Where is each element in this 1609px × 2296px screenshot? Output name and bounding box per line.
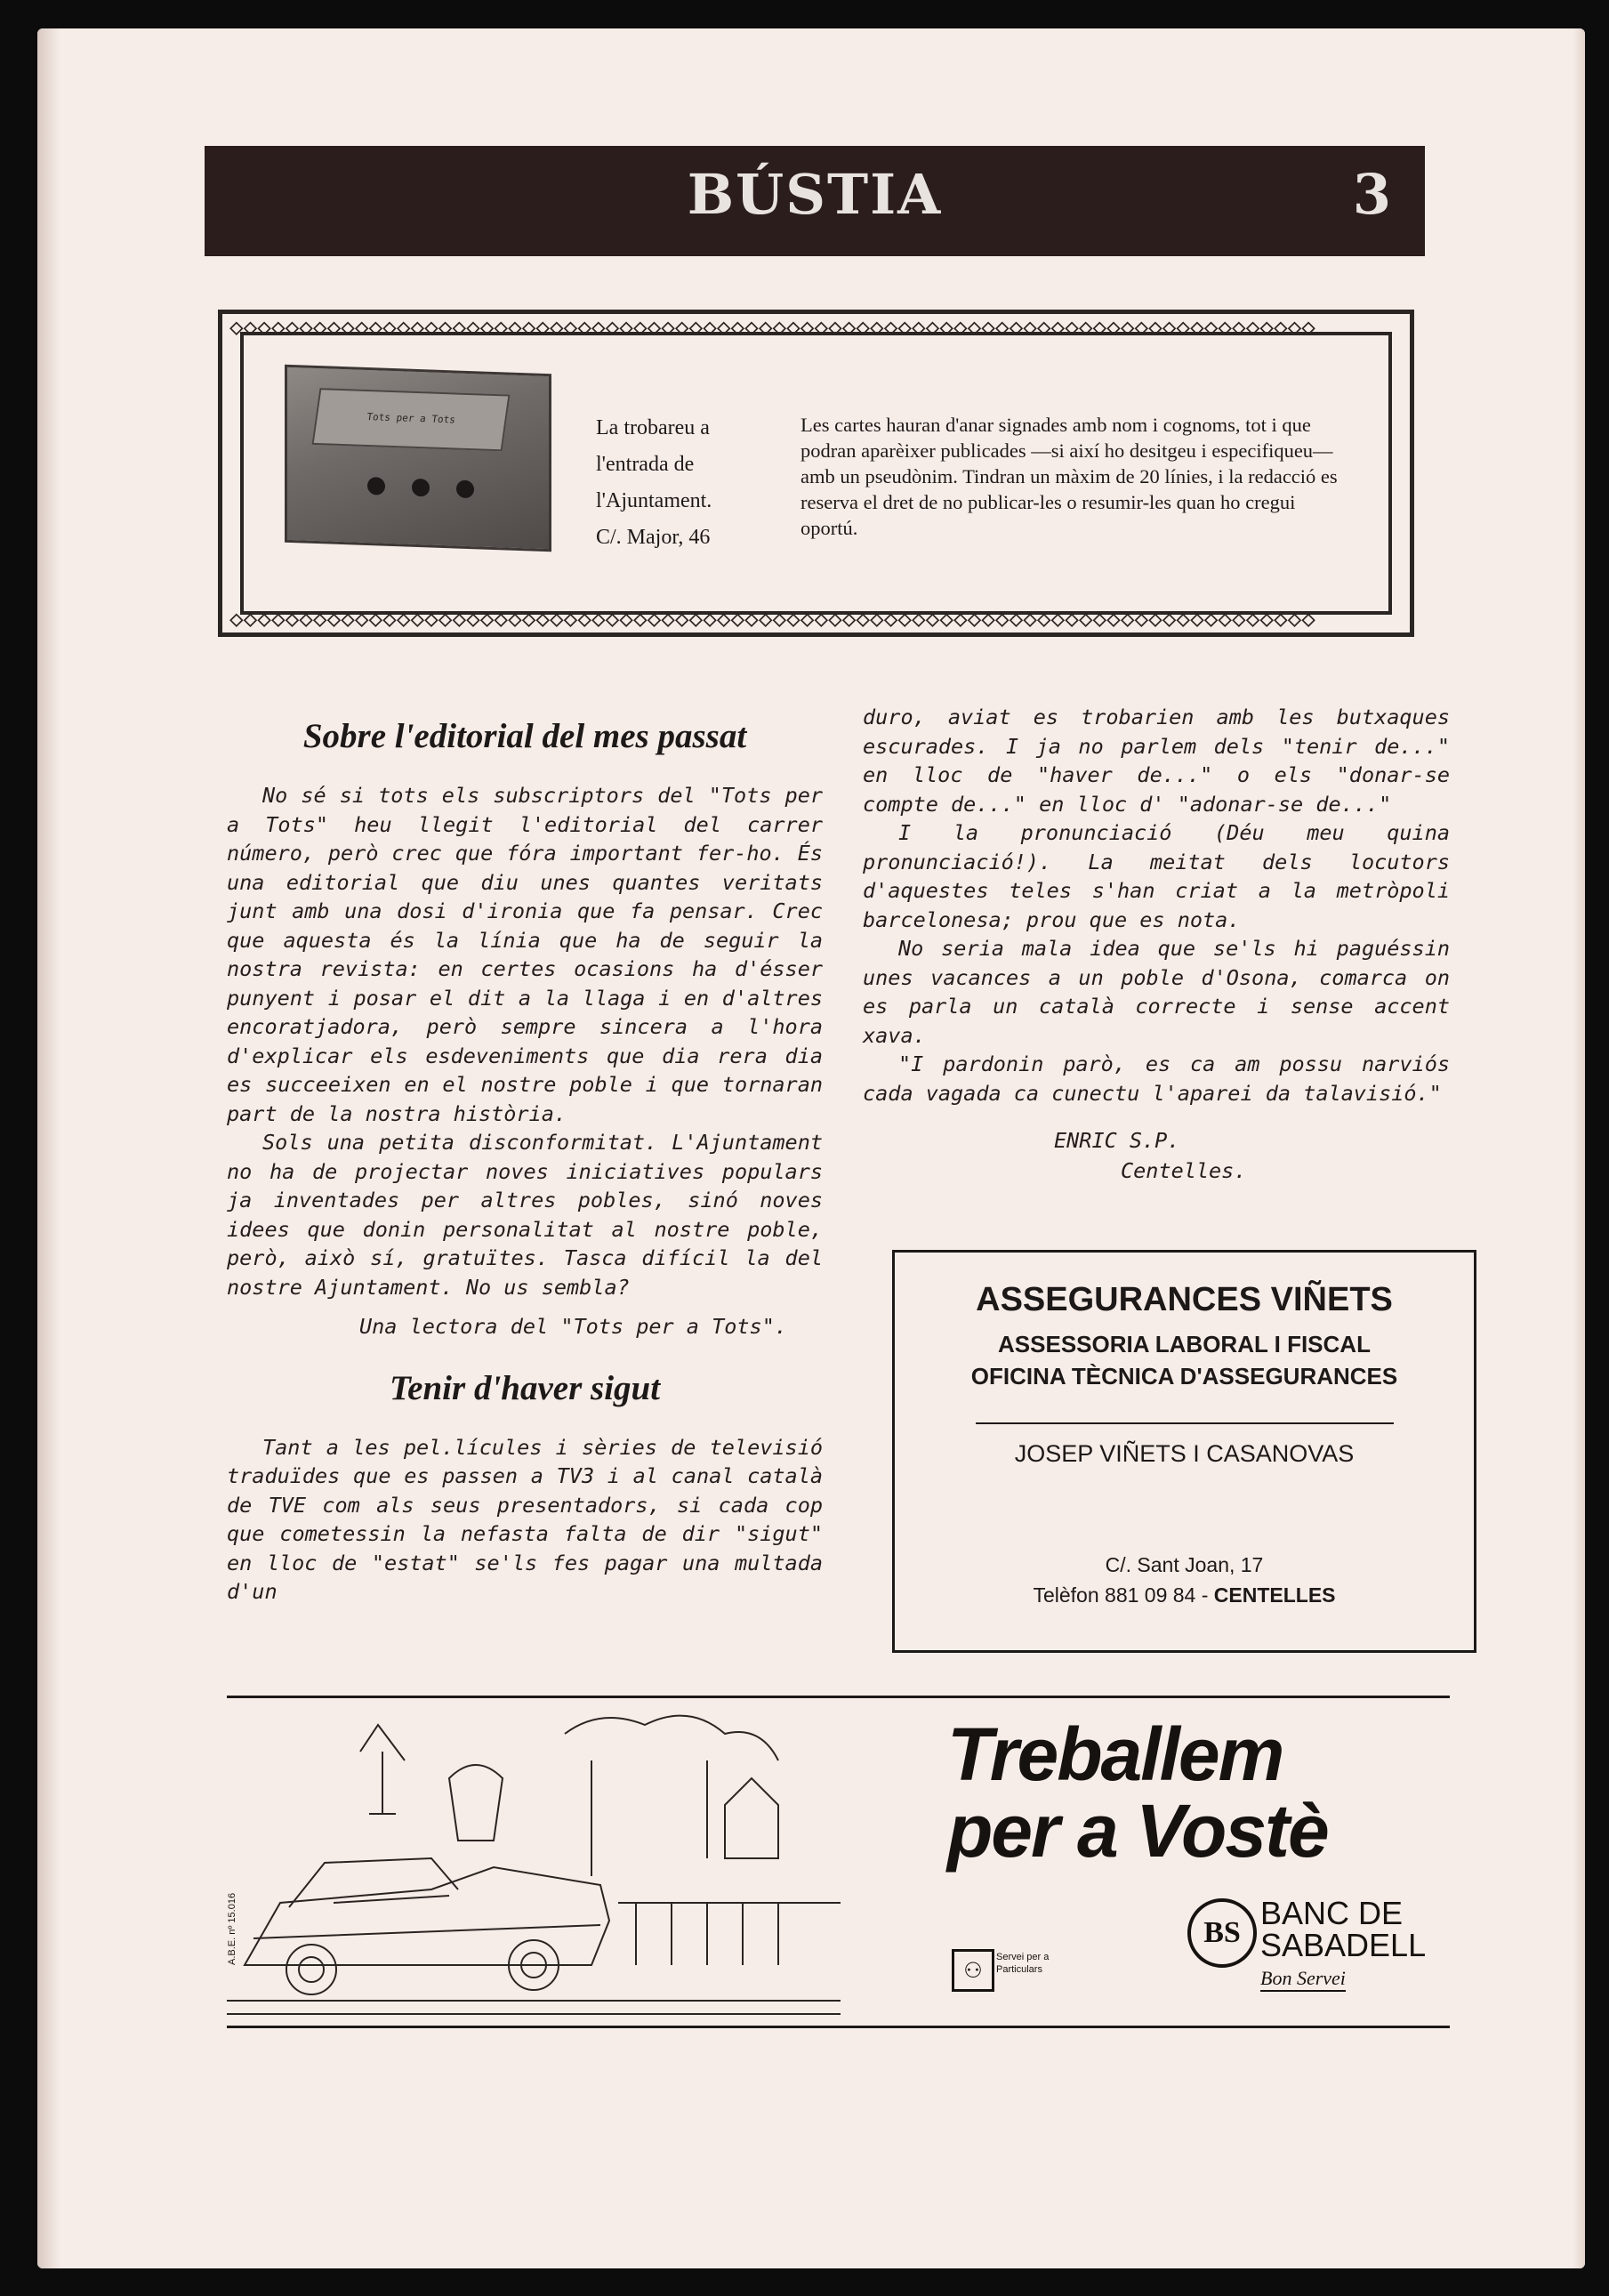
page-fold-shadow: [37, 28, 60, 2268]
advert-service: ASSESSORIA LABORAL I FISCAL: [998, 1331, 1371, 1357]
article-signature: [1054, 1125, 1450, 1186]
article-paragraph: No sé si tots els subscriptors del "Tots per a Tots" heu llegit l'editorial del carrer número, però crec que fóra important fer-ho. És una editorial que diu unes quantes veritats junt amb una dosi d'ironia que fa pensar. Crec que aquesta és la línia que ha de seguir la nostra revista: en certes ocasions ha d'ésser punyent i posar el dit a la llaga i en d'altres encoratjadora, però sempre sincera a l'hora d'explicar els esdeveniments que dia rera dia es succeeixen en el nostre poble i que tornaran part de la nostra història.: [227, 783, 823, 1126]
insurance-advert: [892, 1250, 1476, 1653]
bank-slogan: [947, 1712, 1328, 1873]
article-title: Sobre l'editorial del mes passat: [302, 717, 747, 755]
bank-name: [1260, 1897, 1426, 1962]
advert-service: OFICINA TÈCNICA D'ASSEGURANCES: [970, 1363, 1398, 1390]
mailbox-location: [596, 410, 760, 556]
mailbox-slot: [456, 480, 474, 499]
slogan-line: per a Vostè: [947, 1789, 1328, 1873]
article-paragraph: Tant a les pel.lícules i sèries de televisió traduïdes que es passen a TV3 i al canal català de TVE com als seus presentadors, si cada cop que cometessin la nefasta falta de dir "sigut" en lloc de "estat" se'ls fes pagar una multada d'un: [227, 1434, 823, 1604]
bank-logo-icon: BS: [1187, 1898, 1257, 1968]
advert-phone: [895, 1580, 1474, 1610]
advert-address: C/. Sant Joan, 17: [1105, 1553, 1264, 1576]
page-number: 3: [1352, 162, 1391, 227]
bank-advert: [227, 1696, 1450, 2028]
article-title: Tenir d'haver sigut: [389, 1368, 661, 1407]
advert-company: ASSEGURANCES VIÑETS: [976, 1281, 1393, 1318]
service-icon: ⚇: [952, 1949, 994, 1992]
service-label: Servei per a Particulars: [996, 1952, 1050, 1975]
advert-divider: [976, 1422, 1394, 1424]
location-line: l'entrada de: [596, 453, 695, 476]
advert-phone-number: Telèfon 881 09 84 -: [1033, 1583, 1214, 1607]
right-column: [863, 703, 1450, 1186]
article-paragraph: Sols una petita disconformitat. L'Ajuntament no ha de projectar noves iniciatives populars ja inventades per altres pobles, sinó noves idees que donin personalitat al nostre poble, però, això sí, gratuïtes. Tasca difícil la del nostre Ajuntament. No us sembla?: [227, 1130, 823, 1300]
mailbox-lid: [312, 388, 511, 451]
bank-name-line: BANC DE: [1260, 1895, 1404, 1931]
article-paragraph: duro, aviat es trobarien amb les butxaques escurades. I ja no parlem dels "tenir de..." en lloc de "haver de..." o els "donar-se compte de..." en lloc d' "adonar-se de...": [863, 705, 1450, 817]
page-edge-shadow: [1573, 28, 1585, 2268]
location-line: l'Ajuntament.: [596, 489, 712, 512]
advert-owner: JOSEP VIÑETS I CASANOVAS: [1014, 1440, 1355, 1467]
left-column: [227, 716, 823, 1607]
letter-rules: Les cartes hauran d'anar signades amb nom i cognoms, tot i que podran aparèixer publicades —si així ho desitgeu i especifiqueu— amb un pseudònim. Tindran un màxim de 20 línies, i la redacció es reserva el dret de no publicar-les o resumir-les quan ho cregui oportú.: [800, 414, 1338, 539]
chain-border-bottom: ◇◇◇◇◇◇◇◇◇◇◇◇◇◇◇◇◇◇◇◇◇◇◇◇◇◇◇◇◇◇◇◇◇◇◇◇◇◇◇◇◇◇◇◇◇◇◇◇◇◇◇◇◇◇◇◇◇◇◇◇◇◇◇◇◇◇◇◇◇◇◇◇◇◇◇◇◇◇: [229, 608, 1315, 631]
advert-city: CENTELLES: [1213, 1583, 1336, 1607]
location-line: C/. Major, 46: [596, 526, 711, 549]
signature-place: Centelles.: [1121, 1158, 1247, 1183]
bank-name-line: SABADELL: [1260, 1927, 1427, 1963]
article-paragraph: I la pronunciació (Déu meu quina pronunciació!). La meitat dels locutors d'aquestes teles s'han criat a la metròpoli barcelonesa; prou que es nota.: [863, 820, 1450, 932]
mailbox-slot: [412, 479, 430, 497]
illustration-code: A.B.E. nº 15.016: [227, 1892, 237, 1965]
article-paragraph: No seria mala idea que se'ls hi paguéssin unes vacances a un poble d'Osona, comarca on es parla un català correcte i sense accent xava.: [863, 936, 1450, 1048]
mailbox-notice: [218, 310, 1414, 637]
mailbox-label: Tots per a Tots: [366, 411, 456, 426]
section-header: [205, 146, 1425, 256]
signature-name: ENRIC S.P.: [1054, 1128, 1180, 1153]
mailbox-photo: [285, 365, 551, 552]
bank-tagline: Bon Servei: [1260, 1967, 1346, 1992]
mailbox-slot: [367, 477, 385, 495]
slogan-line: Treballem: [947, 1712, 1283, 1796]
article-paragraph: "I pardonin parò, es ca am possu narviós cada vagada ca cunectu l'aparei da talavisió.": [863, 1051, 1450, 1106]
location-line: La trobareu a: [596, 416, 710, 439]
street-illustration: [227, 1698, 841, 2020]
article-signature: Una lectora del "Tots per a Tots".: [358, 1314, 787, 1339]
chain-border-top: ◇◇◇◇◇◇◇◇◇◇◇◇◇◇◇◇◇◇◇◇◇◇◇◇◇◇◇◇◇◇◇◇◇◇◇◇◇◇◇◇◇◇◇◇◇◇◇◇◇◇◇◇◇◇◇◇◇◇◇◇◇◇◇◇◇◇◇◇◇◇◇◇◇◇◇◇◇◇: [229, 316, 1315, 339]
section-title: BÚSTIA: [687, 162, 943, 227]
